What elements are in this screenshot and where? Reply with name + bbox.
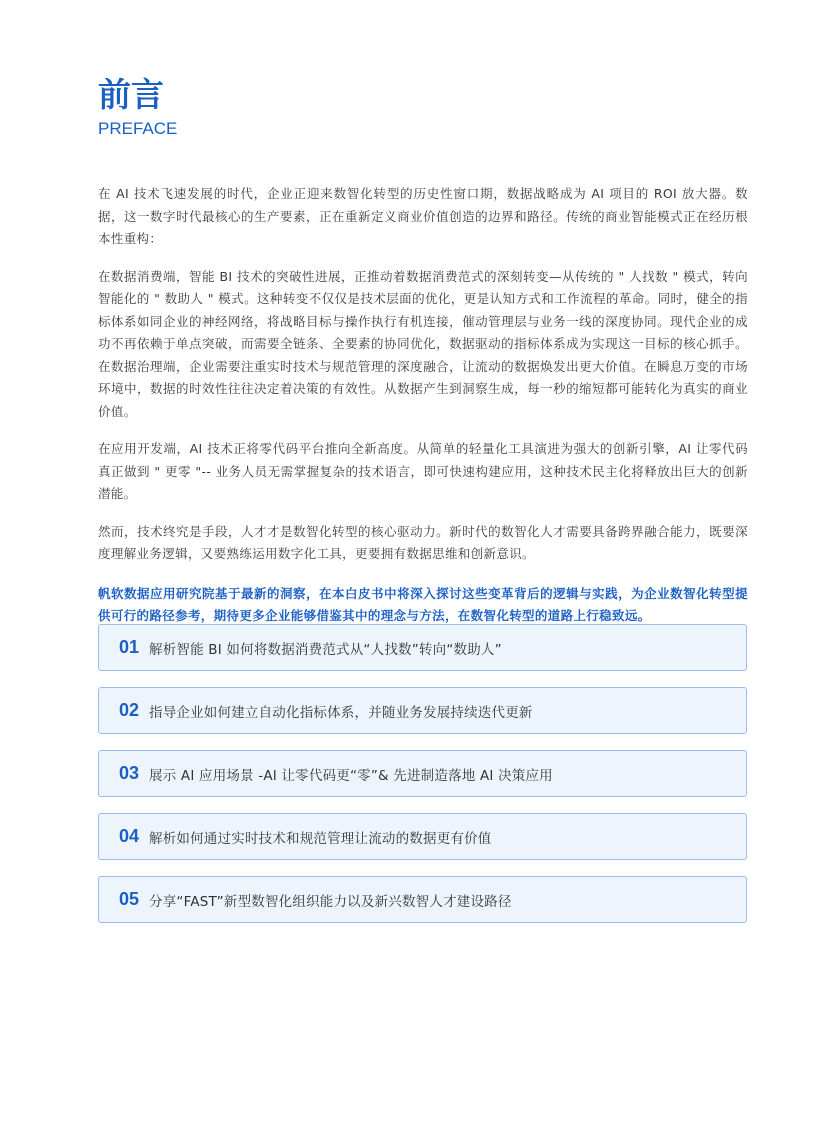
key-point-text: 解析如何通过实时技术和规范管理让流动的数据更有价值 xyxy=(149,830,492,847)
key-point-item xyxy=(98,876,747,923)
preface-body xyxy=(98,183,748,643)
key-point-number: 03 xyxy=(119,763,140,783)
page-subtitle: PREFACE xyxy=(98,119,178,138)
key-point-text: 分享“FAST”新型数智化组织能力以及新兴数智人才建设路径 xyxy=(149,893,512,910)
key-point-item xyxy=(98,687,747,734)
key-point-number: 05 xyxy=(119,889,140,909)
key-point-item xyxy=(98,624,747,671)
paragraph-highlight: 帆软数据应用研究院基于最新的洞察，在本白皮书中将深入探讨这些变革背后的逻辑与实践，为企业数智化转型提供可行的路径参考，期待更多企业能够借鉴其中的理念与方法，在数智化转型的道路上行稳致远。 xyxy=(98,585,748,623)
key-point-text: 展示 AI 应用场景 -AI 让零代码更“零”& 先进制造落地 AI 决策应用 xyxy=(149,767,553,784)
key-point-number: 02 xyxy=(119,700,140,720)
paragraph-data-consumption: 在数据消费端，智能 BI 技术的突破性进展，正推动着数据消费范式的深刻转变—从传统的 " 人找数 " 模式，转向智能化的 " 数助人 " 模式。这种转变不仅仅是技术层面的优化，更是认知方式和工作流程的革命。同时，健全的指标体系如同企业的神经网络，将战略目标与操作执行有机连接，催动管理层与业务一线的深度协同。现代企业的成功不再依赖于单点突破，而需要全链条、全要素的协同优化，数据驱动的指标体系成为实现这一目标的核心抓手。在数据治理端，企业需要注重实时技术与规范管理的深度融合，让流动的数据焕发出更大价值。在瞬息万变的市场环境中，数据的时效性往往决定着决策的有效性。从数据产生到洞察生成，每一秒的缩短都可能转化为真实的商业价值。 xyxy=(98,268,748,419)
key-point-text: 解析智能 BI 如何将数据消费范式从“人找数”转向“数助人” xyxy=(149,641,502,658)
key-point-text: 指导企业如何建立自动化指标体系，并随业务发展持续迭代更新 xyxy=(149,704,533,721)
key-point-item xyxy=(98,750,747,797)
key-point-number: 01 xyxy=(119,637,140,657)
page-title: 前言 xyxy=(98,75,164,114)
key-point-number: 04 xyxy=(119,826,140,846)
key-point-item xyxy=(98,813,747,860)
paragraph-app-development: 在应用开发端，AI 技术正将零代码平台推向全新高度。从简单的轻量化工具演进为强大的创新引擎，AI 让零代码真正做到 " 更零 "-- 业务人员无需掌握复杂的技术语言，即可快速构建应用，这种技术民主化将释放出巨大的创新潜能。 xyxy=(98,441,748,501)
paragraph-intro: 在 AI 技术飞速发展的时代，企业正迎来数智化转型的历史性窗口期，数据战略成为 AI 项目的 ROI 放大器。数据，这一数字时代最核心的生产要素，正在重新定义商业价值创造的边界和路径。传统的商业智能模式正在经历根本性重构： xyxy=(98,186,748,246)
key-points-list xyxy=(98,624,747,939)
paragraph-talent: 然而，技术终究是手段，人才才是数智化转型的核心驱动力。新时代的数智化人才需要具备跨界融合能力，既要深度理解业务逻辑，又要熟练运用数字化工具，更要拥有数据思维和创新意识。 xyxy=(98,523,748,561)
